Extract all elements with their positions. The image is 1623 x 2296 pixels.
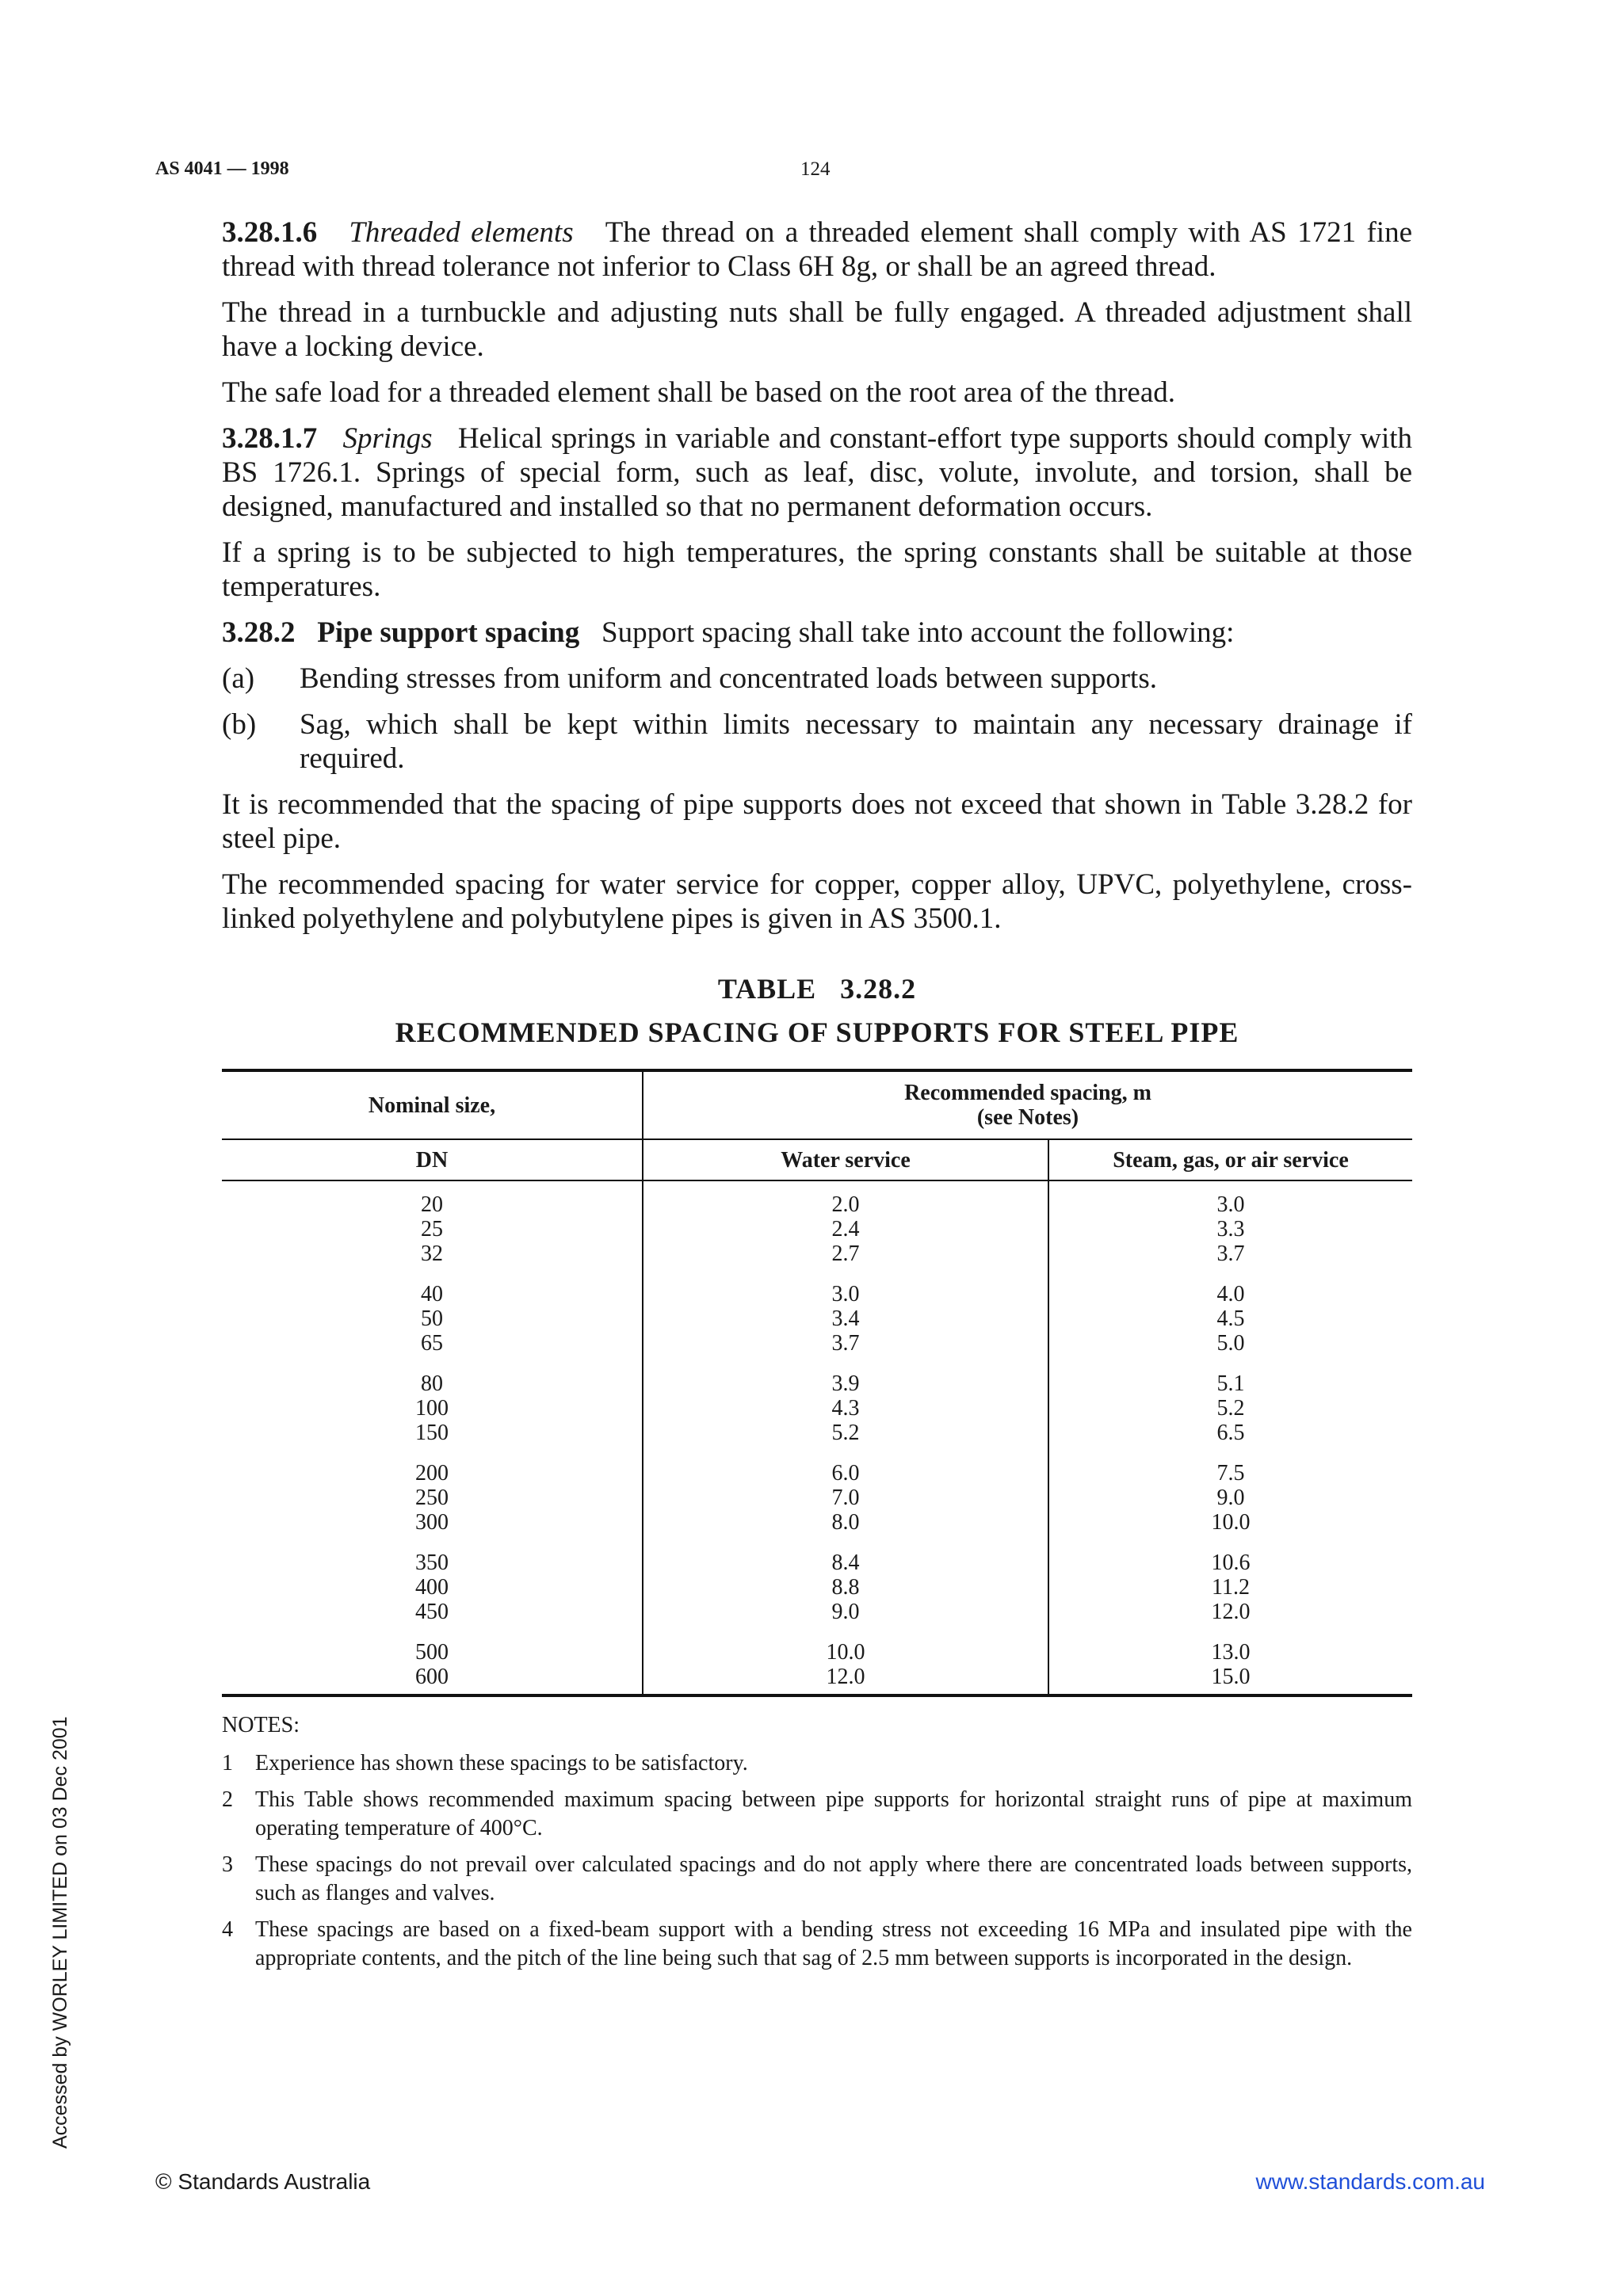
note-item	[222, 1749, 1412, 1778]
table-row	[222, 1510, 1412, 1535]
cell-water-spacing: 7.0	[643, 1486, 1048, 1510]
col-group-header-spacing	[643, 1070, 1412, 1139]
spacing-table	[222, 1069, 1412, 1697]
table-row	[222, 1665, 1412, 1695]
cell-dn: 450	[222, 1600, 643, 1624]
clause-number: 3.28.2	[222, 616, 296, 649]
list-item-a	[222, 662, 1412, 696]
cell-dn: 300	[222, 1510, 643, 1535]
note-number: 3	[222, 1852, 233, 1877]
footer-website-link[interactable]: www.standards.com.au	[1255, 2169, 1485, 2194]
cell-dn: 500	[222, 1624, 643, 1665]
cell-steam-spacing: 4.0	[1216, 1282, 1245, 1306]
cell-dn: 350	[222, 1535, 643, 1575]
note-text: This Table shows recommended maximum spacing between pipe supports for horizontal straight runs of pipe at maximum operating temperature of 400°C.	[255, 1787, 1412, 1840]
clause-text: Helical springs in variable and constant-effort type supports should comply with BS 1726.1. Springs of special form, such as leaf, disc, volute, involute, and torsion, shall be designed, manufactured and installed so that no permanent deformation occurs.	[222, 422, 1413, 523]
col-header-steam: Steam, gas, or air service	[1048, 1139, 1412, 1180]
group-header-line: (see Notes)	[976, 1105, 1079, 1130]
cell-dn: 250	[222, 1486, 643, 1510]
cell-steam-spacing: 7.5	[1216, 1461, 1245, 1486]
access-stamp: Accessed by WORLEY LIMITED on 03 Dec 2001	[49, 1716, 71, 2149]
cell-dn: 50	[222, 1306, 643, 1331]
group-header-line: Recommended spacing, m	[904, 1081, 1151, 1105]
cell-steam-spacing: 6.5	[1216, 1421, 1245, 1445]
cell-water-spacing: 5.2	[643, 1421, 1048, 1445]
table-row	[222, 1575, 1412, 1600]
cell-water-spacing: 9.0	[643, 1600, 1048, 1624]
cell-water-spacing: 8.4	[643, 1535, 1048, 1575]
cell-water-spacing: 8.8	[643, 1575, 1048, 1600]
table-row	[222, 1624, 1412, 1665]
cell-steam-spacing: 5.0	[1216, 1331, 1245, 1356]
note-text: These spacings do not prevail over calculated spacings and do not apply where there are concentrated loads between supports, such as flanges and valves.	[255, 1852, 1412, 1905]
notes-heading: NOTES:	[222, 1713, 300, 1737]
table-title: TABLE 3.28.2	[717, 973, 917, 1005]
col-header-nominal-size: Nominal size,	[222, 1070, 643, 1139]
cell-steam-spacing: 3.3	[1216, 1217, 1245, 1241]
note-item	[222, 1916, 1412, 1973]
list-label: (b)	[222, 708, 257, 741]
note-item	[222, 1851, 1412, 1908]
table-row	[222, 1600, 1412, 1624]
cell-steam-spacing: 12.0	[1211, 1600, 1251, 1624]
clause-number: 3.28.1.6	[222, 216, 318, 249]
cell-dn: 32	[222, 1241, 643, 1266]
cell-water-spacing: 6.0	[643, 1445, 1048, 1486]
cell-water-spacing: 2.4	[643, 1217, 1048, 1241]
table-row	[222, 1331, 1412, 1356]
note-number: 2	[222, 1787, 233, 1812]
paragraph: If a spring is to be subjected to high temperatures, the spring constants shall be suitable at those temperatures.	[222, 536, 1412, 603]
cell-water-spacing: 12.0	[643, 1665, 1048, 1695]
cell-water-spacing: 3.0	[643, 1266, 1048, 1306]
cell-steam-spacing: 15.0	[1048, 1665, 1412, 1695]
clause-heading: Springs	[342, 422, 433, 455]
clause-heading: Threaded elements	[349, 216, 574, 249]
cell-dn: 80	[222, 1356, 643, 1396]
list-text: Sag, which shall be kept within limits necessary to maintain any necessary drainage if required.	[300, 708, 1412, 775]
cell-steam-spacing: 3.0	[1216, 1192, 1245, 1217]
table-subtitle: RECOMMENDED SPACING OF SUPPORTS FOR STEEL PIPE	[395, 1016, 1239, 1048]
cell-water-spacing: 3.4	[643, 1306, 1048, 1331]
table-row	[222, 1356, 1412, 1396]
cell-dn: 40	[222, 1266, 643, 1306]
clause-3-28-2	[222, 616, 1412, 650]
cell-steam-spacing: 5.1	[1216, 1371, 1245, 1396]
cell-steam-spacing: 13.0	[1211, 1640, 1251, 1665]
standard-designation: AS 4041 — 1998	[155, 158, 289, 179]
clause-3-28-1-7	[222, 421, 1412, 524]
clause-text: Support spacing shall take into account the following:	[601, 616, 1235, 649]
list-text: Bending stresses from uniform and concentrated loads between supports.	[300, 662, 1157, 695]
table-body	[222, 1180, 1412, 1695]
cell-steam-spacing: 5.2	[1216, 1396, 1245, 1421]
cell-steam-spacing: 3.7	[1216, 1241, 1245, 1266]
cell-water-spacing: 2.7	[643, 1241, 1048, 1266]
clause-heading: Pipe support spacing	[317, 616, 580, 649]
note-number: 1	[222, 1751, 233, 1775]
paragraph: The safe load for a threaded element shall be based on the root area of the thread.	[222, 376, 1175, 409]
cell-dn: 65	[222, 1331, 643, 1356]
note-number: 4	[222, 1917, 233, 1942]
table-row	[222, 1266, 1412, 1306]
page-number: 124	[800, 158, 831, 180]
table-row	[222, 1445, 1412, 1486]
cell-water-spacing: 10.0	[643, 1624, 1048, 1665]
page-content	[222, 215, 1412, 1981]
col-header-dn: DN	[222, 1139, 643, 1180]
cell-steam-spacing: 4.5	[1216, 1306, 1245, 1331]
note-item	[222, 1786, 1412, 1843]
table-row	[222, 1535, 1412, 1575]
paragraph: The recommended spacing for water service for copper, copper alloy, UPVC, polyethylene, cross-linked polyethylene and polybutylene pipes is given in AS 3500.1.	[222, 868, 1412, 935]
footer-copyright: © Standards Australia	[155, 2169, 371, 2194]
cell-steam-spacing: 10.6	[1211, 1550, 1251, 1575]
cell-dn: 20	[222, 1180, 643, 1217]
cell-steam-spacing: 10.0	[1211, 1510, 1251, 1535]
list-label: (a)	[222, 662, 255, 695]
table-row	[222, 1217, 1412, 1241]
paragraph: It is recommended that the spacing of pipe supports does not exceed that shown in Table 3.28.2 for steel pipe.	[222, 788, 1412, 855]
table-row	[222, 1241, 1412, 1266]
table-row	[222, 1306, 1412, 1331]
cell-water-spacing: 2.0	[643, 1180, 1048, 1217]
table-row	[222, 1486, 1412, 1510]
cell-dn: 600	[222, 1665, 643, 1695]
table-row	[222, 1421, 1412, 1445]
clause-text: The thread on a threaded element shall comply with AS 1721 fine thread with thread tolerance not inferior to Class 6H 8g, or shall be an agreed thread.	[222, 216, 1412, 283]
cell-steam-spacing: 11.2	[1212, 1575, 1250, 1600]
clause-3-28-1-6	[222, 215, 1412, 284]
col-header-water: Water service	[643, 1139, 1048, 1180]
cell-water-spacing: 8.0	[643, 1510, 1048, 1535]
cell-dn: 150	[222, 1421, 643, 1445]
cell-dn: 400	[222, 1575, 643, 1600]
list-item-b	[222, 707, 1412, 776]
cell-steam-spacing: 9.0	[1216, 1486, 1245, 1510]
cell-water-spacing: 3.9	[643, 1356, 1048, 1396]
cell-water-spacing: 3.7	[643, 1331, 1048, 1356]
paragraph: The thread in a turnbuckle and adjusting nuts shall be fully engaged. A threaded adjustment shall have a locking device.	[222, 296, 1412, 363]
cell-dn: 200	[222, 1445, 643, 1486]
table-row	[222, 1180, 1412, 1217]
cell-dn: 100	[222, 1396, 643, 1421]
clause-number: 3.28.1.7	[222, 422, 318, 455]
note-text: These spacings are based on a fixed-beam support with a bending stress not exceeding 16 MPa and insulated pipe with the appropriate contents, and the pitch of the line being such that sag of 2.5 mm between supports is incorporated in the design.	[255, 1917, 1412, 1970]
cell-dn: 25	[222, 1217, 643, 1241]
table-row	[222, 1396, 1412, 1421]
cell-water-spacing: 4.3	[643, 1396, 1048, 1421]
note-text: Experience has shown these spacings to be satisfactory.	[255, 1751, 748, 1775]
